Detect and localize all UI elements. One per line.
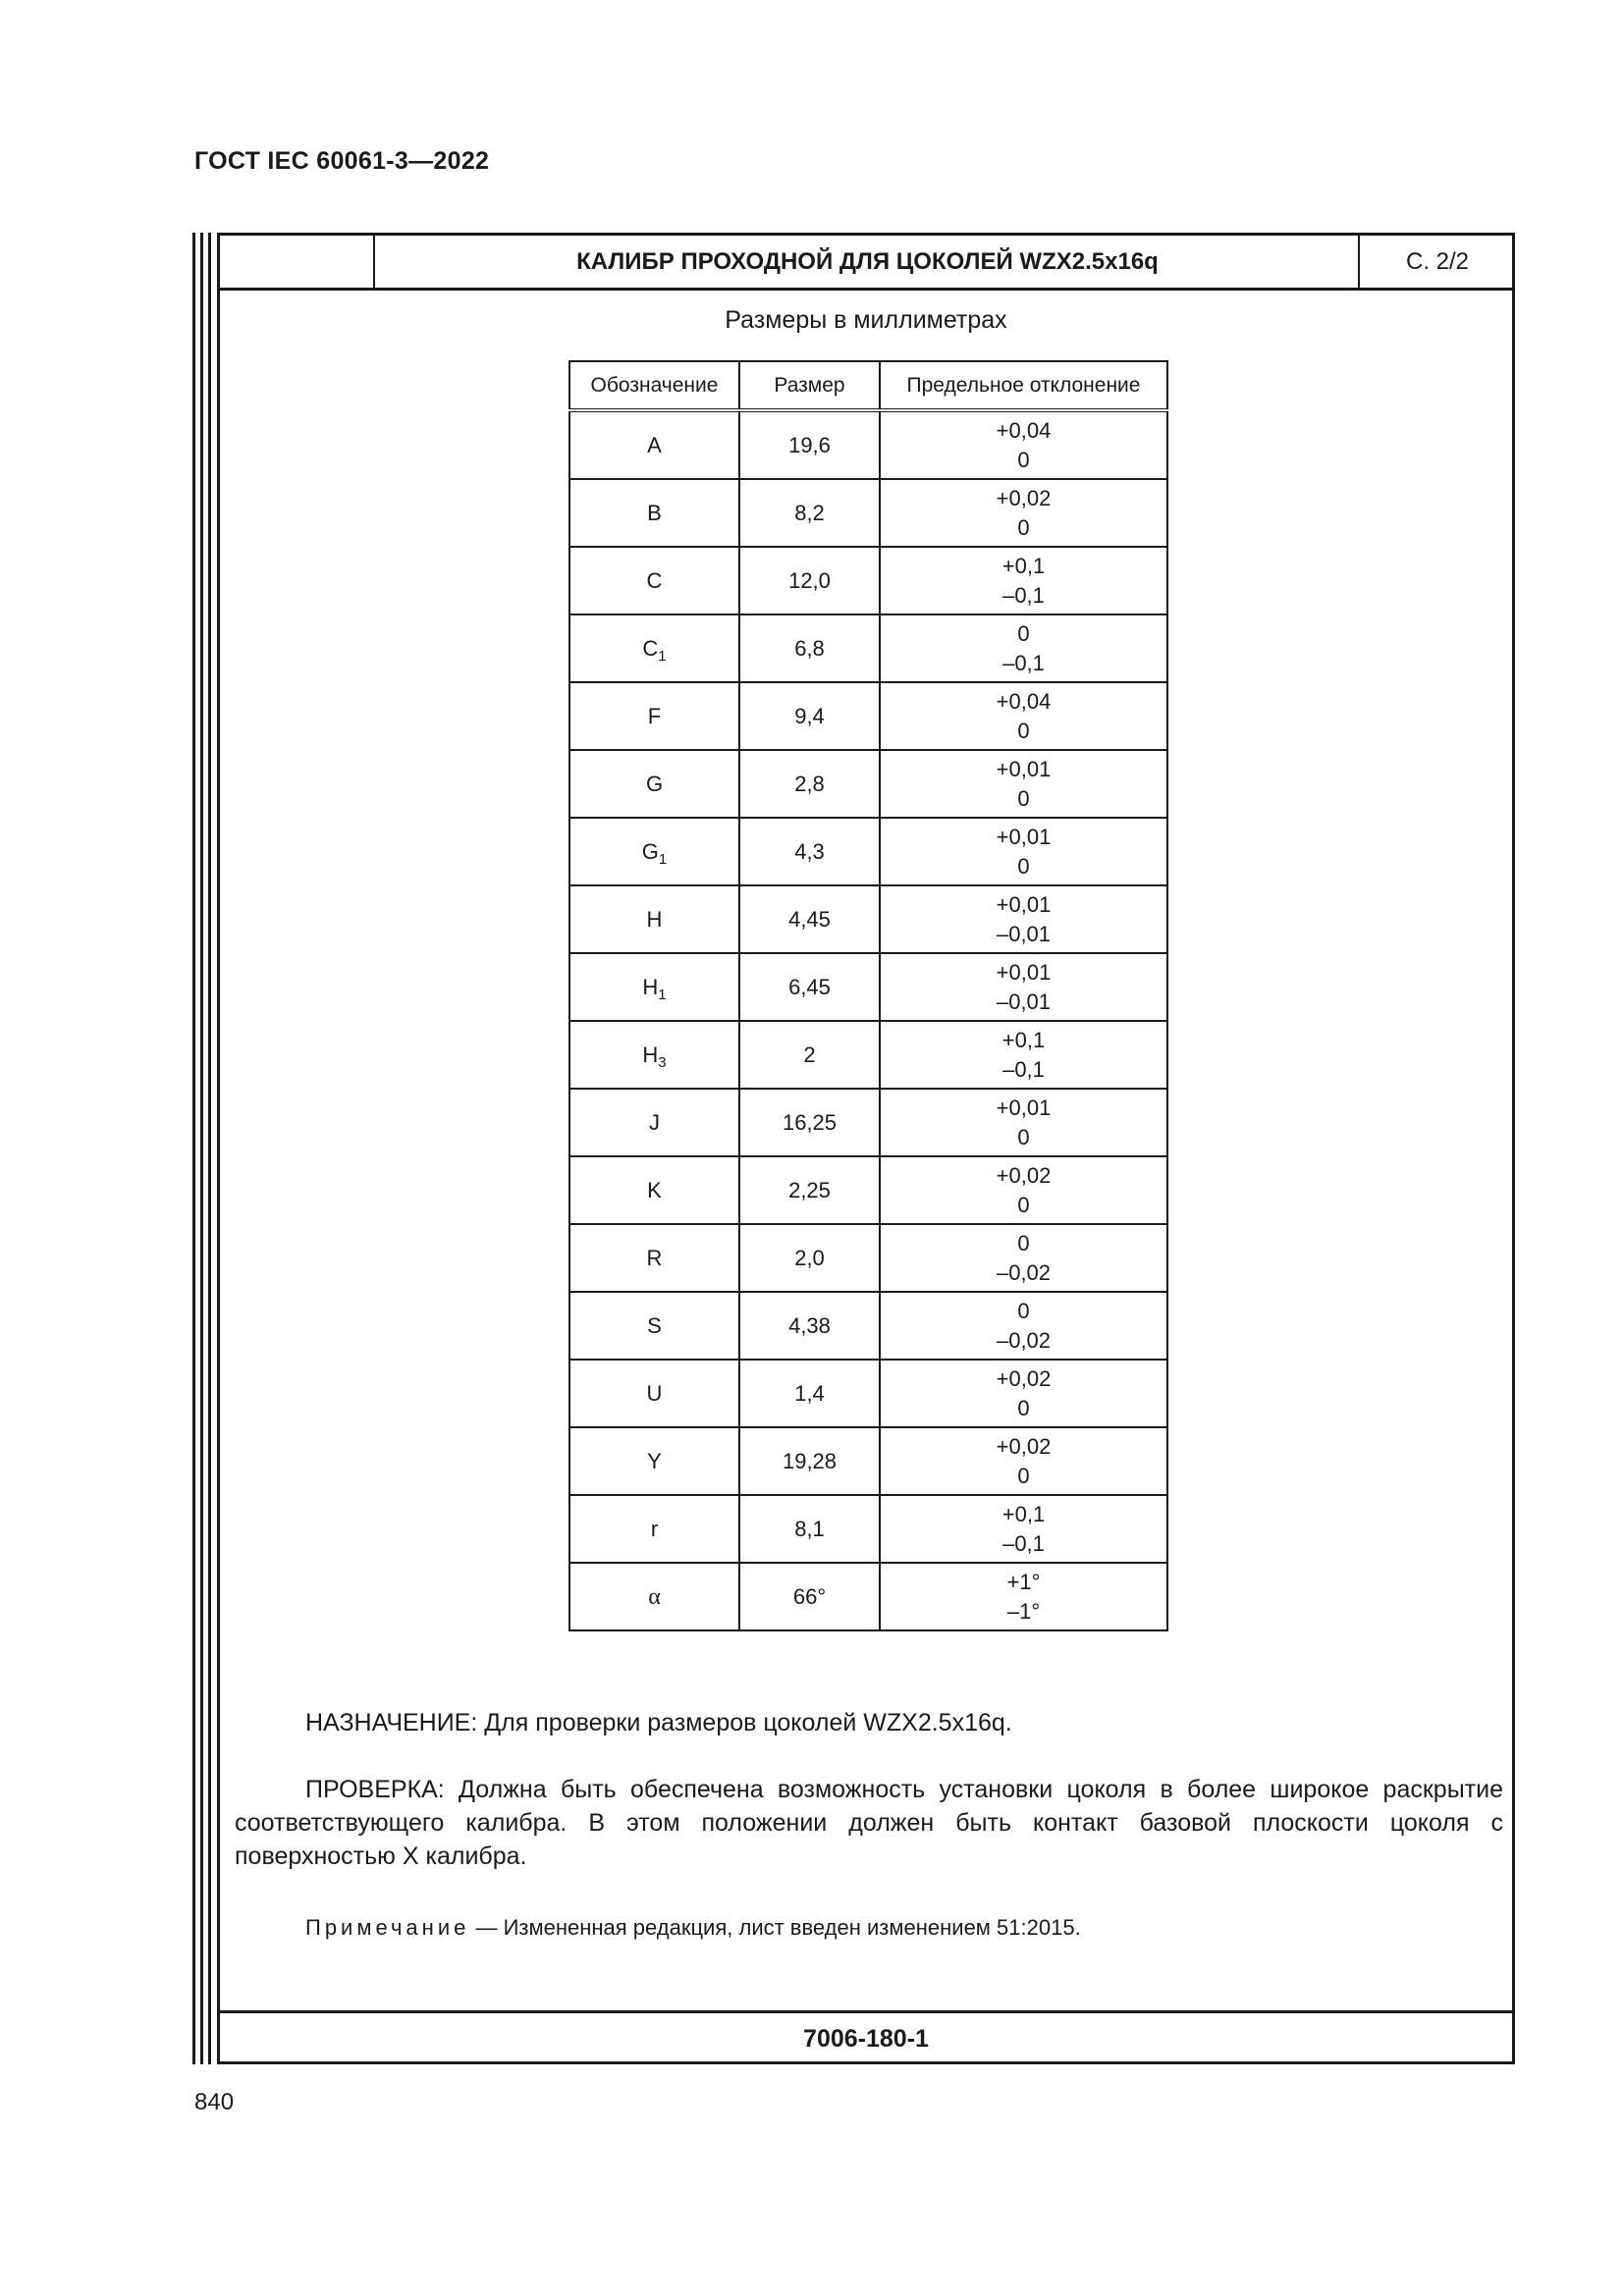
- upper-deviation: +0,01: [996, 891, 1052, 917]
- designation-subscript: 1: [658, 986, 667, 1003]
- table-row: [569, 818, 1167, 885]
- tolerance-cell: [880, 818, 1167, 885]
- note-paragraph: [305, 1911, 1493, 1945]
- tolerance-cell: [880, 410, 1167, 479]
- tolerance-cell: [880, 1563, 1167, 1630]
- designation-symbol: C: [646, 567, 663, 593]
- upper-deviation: 0: [1017, 1230, 1030, 1255]
- designation-cell: [569, 1563, 739, 1630]
- table-row: [569, 682, 1167, 750]
- upper-deviation: 0: [1017, 1298, 1030, 1323]
- sheet-frame: [217, 233, 1515, 2064]
- designation-symbol: J: [649, 1109, 660, 1135]
- table-row: [569, 614, 1167, 682]
- size-cell: 4,3: [739, 818, 880, 885]
- table-body: [569, 410, 1167, 1630]
- lower-deviation: –0,01: [996, 921, 1052, 946]
- designation-subscript: 1: [658, 850, 668, 868]
- designation-cell: [569, 1292, 739, 1360]
- designation-cell: [569, 547, 739, 614]
- table-row: [569, 885, 1167, 953]
- column-header: Предельное отклонение: [880, 361, 1167, 410]
- note-text: — Измененная редакция, лист введен изменением 51:2015.: [469, 1915, 1081, 1940]
- sheet-footer: [220, 2010, 1512, 2064]
- designation-cell: [569, 614, 739, 682]
- designation-cell: [569, 1495, 739, 1563]
- size-cell: 6,8: [739, 614, 880, 682]
- upper-deviation: +0,02: [996, 1365, 1052, 1391]
- table-row: [569, 479, 1167, 547]
- designation-cell: [569, 750, 739, 818]
- size-cell: 1,4: [739, 1360, 880, 1427]
- designation-symbol: α: [648, 1583, 661, 1610]
- lower-deviation: 0: [1017, 1124, 1030, 1149]
- lower-deviation: –0,1: [1002, 1056, 1045, 1082]
- tolerance-cell: [880, 479, 1167, 547]
- tolerance-cell: [880, 682, 1167, 750]
- upper-deviation: +0,01: [996, 959, 1052, 985]
- tolerance-cell: [880, 614, 1167, 682]
- sheet-title: КАЛИБР ПРОХОДНОЙ ДЛЯ ЦОКОЛЕЙ WZX2.5x16q: [576, 248, 1159, 275]
- size-cell: 2,8: [739, 750, 880, 818]
- designation-cell: [569, 1224, 739, 1292]
- table-header-row: [569, 361, 1167, 410]
- upper-deviation: +0,04: [996, 688, 1052, 714]
- designation-cell: [569, 885, 739, 953]
- check-paragraph: ПРОВЕРКА: Должна быть обеспечена возможность установки цоколя в более широкое раскрытие соответствующего калибра. В этом положении должен быть контакт базовой плоскости цоколя с поверхностью X калибра.: [235, 1776, 1503, 1870]
- margin-line: [208, 233, 211, 2064]
- designation-symbol: C: [642, 635, 659, 661]
- upper-deviation: +0,1: [1001, 1027, 1046, 1052]
- designation-symbol: B: [647, 500, 662, 525]
- lower-deviation: –0,1: [1002, 582, 1045, 608]
- lower-deviation: –1°: [1006, 1598, 1041, 1624]
- tolerance-cell: [880, 1427, 1167, 1495]
- sheet-header: [220, 236, 1512, 291]
- tolerance-cell: [880, 547, 1167, 614]
- size-cell: 8,1: [739, 1495, 880, 1563]
- lower-deviation: 0: [1017, 1192, 1030, 1217]
- lower-deviation: 0: [1017, 1463, 1030, 1488]
- size-cell: 4,45: [739, 885, 880, 953]
- lower-deviation: –0,1: [1002, 650, 1045, 675]
- tolerance-cell: [880, 1292, 1167, 1360]
- designation-cell: [569, 410, 739, 479]
- size-cell: 66°: [739, 1563, 880, 1630]
- document-code: ГОСТ IEC 60061-3—2022: [194, 147, 490, 175]
- designation-symbol: r: [650, 1516, 659, 1541]
- lower-deviation: 0: [1017, 718, 1030, 743]
- size-cell: 2,25: [739, 1156, 880, 1224]
- purpose-paragraph: НАЗНАЧЕНИЕ: Для проверки размеров цоколей WZX2.5x16q.: [305, 1709, 1012, 1736]
- size-cell: 8,2: [739, 479, 880, 547]
- tolerance-cell: [880, 885, 1167, 953]
- table-row: [569, 1021, 1167, 1089]
- table-row: [569, 1224, 1167, 1292]
- table-row: [569, 1360, 1167, 1427]
- lower-deviation: 0: [1017, 514, 1030, 540]
- note-label: Примечание: [305, 1915, 470, 1940]
- upper-deviation: +1°: [1006, 1569, 1041, 1594]
- dimensions-table: [568, 360, 1168, 1631]
- lower-deviation: 0: [1017, 785, 1030, 811]
- designation-cell: [569, 1156, 739, 1224]
- upper-deviation: +0,01: [996, 1095, 1052, 1120]
- size-cell: 19,6: [739, 410, 880, 479]
- tolerance-cell: [880, 1156, 1167, 1224]
- size-cell: 2,0: [739, 1224, 880, 1292]
- table-row: [569, 953, 1167, 1021]
- lower-deviation: –0,1: [1002, 1530, 1045, 1556]
- margin-line: [192, 233, 195, 2064]
- designation-symbol: H: [646, 906, 663, 932]
- designation-symbol: U: [646, 1380, 663, 1406]
- upper-deviation: +0,02: [996, 1162, 1052, 1188]
- designation-symbol: F: [647, 703, 662, 728]
- upper-deviation: +0,1: [1001, 553, 1046, 578]
- column-header: Обозначение: [569, 361, 739, 410]
- upper-deviation: 0: [1017, 620, 1030, 646]
- lower-deviation: 0: [1017, 447, 1030, 472]
- lower-deviation: 0: [1017, 1395, 1030, 1420]
- upper-deviation: +0,02: [996, 1433, 1052, 1459]
- table-row: [569, 1089, 1167, 1156]
- column-header: Размер: [739, 361, 880, 410]
- lower-deviation: 0: [1017, 853, 1030, 879]
- size-cell: 9,4: [739, 682, 880, 750]
- upper-deviation: +0,1: [1001, 1501, 1046, 1526]
- lower-deviation: –0,01: [996, 988, 1052, 1014]
- table-row: [569, 1427, 1167, 1495]
- table-row: [569, 1495, 1167, 1563]
- size-cell: 6,45: [739, 953, 880, 1021]
- table-row: [569, 1563, 1167, 1630]
- designation-cell: [569, 1360, 739, 1427]
- designation-symbol: Y: [647, 1448, 662, 1473]
- tolerance-cell: [880, 1089, 1167, 1156]
- designation-cell: [569, 479, 739, 547]
- sheet-page-ref: С. 2/2: [1405, 248, 1470, 275]
- designation-cell: [569, 818, 739, 885]
- lower-deviation: –0,02: [996, 1327, 1052, 1353]
- designation-subscript: 3: [658, 1053, 667, 1071]
- designation-symbol: G: [645, 771, 664, 796]
- designation-symbol: A: [647, 432, 662, 457]
- header-divider: [373, 236, 375, 288]
- table-row: [569, 750, 1167, 818]
- margin-line: [200, 233, 203, 2064]
- table-row: [569, 1292, 1167, 1360]
- designation-cell: [569, 1089, 739, 1156]
- size-cell: 12,0: [739, 547, 880, 614]
- tolerance-cell: [880, 1360, 1167, 1427]
- table-row: [569, 547, 1167, 614]
- tolerance-cell: [880, 750, 1167, 818]
- size-cell: 19,28: [739, 1427, 880, 1495]
- upper-deviation: +0,02: [996, 485, 1052, 510]
- designation-symbol: K: [647, 1177, 662, 1202]
- designation-symbol: G: [641, 838, 659, 864]
- sheet-number: 7006-180-1: [803, 2025, 929, 2053]
- designation-symbol: H: [642, 1041, 659, 1067]
- upper-deviation: +0,01: [996, 756, 1052, 781]
- designation-cell: [569, 1021, 739, 1089]
- designation-cell: [569, 682, 739, 750]
- designation-cell: [569, 1427, 739, 1495]
- designation-cell: [569, 953, 739, 1021]
- tolerance-cell: [880, 1495, 1167, 1563]
- tolerance-cell: [880, 1224, 1167, 1292]
- size-cell: 4,38: [739, 1292, 880, 1360]
- table-row: [569, 410, 1167, 479]
- designation-subscript: 1: [658, 647, 667, 665]
- page-number: 840: [194, 2089, 235, 2115]
- units-note: Размеры в миллиметрах: [725, 306, 1007, 334]
- size-cell: 2: [739, 1021, 880, 1089]
- designation-symbol: H: [642, 974, 659, 999]
- upper-deviation: +0,04: [996, 417, 1052, 443]
- designation-symbol: R: [646, 1245, 663, 1270]
- table-row: [569, 1156, 1167, 1224]
- upper-deviation: +0,01: [996, 824, 1052, 849]
- designation-symbol: S: [647, 1312, 662, 1338]
- size-cell: 16,25: [739, 1089, 880, 1156]
- lower-deviation: –0,02: [996, 1259, 1052, 1285]
- tolerance-cell: [880, 1021, 1167, 1089]
- tolerance-cell: [880, 953, 1167, 1021]
